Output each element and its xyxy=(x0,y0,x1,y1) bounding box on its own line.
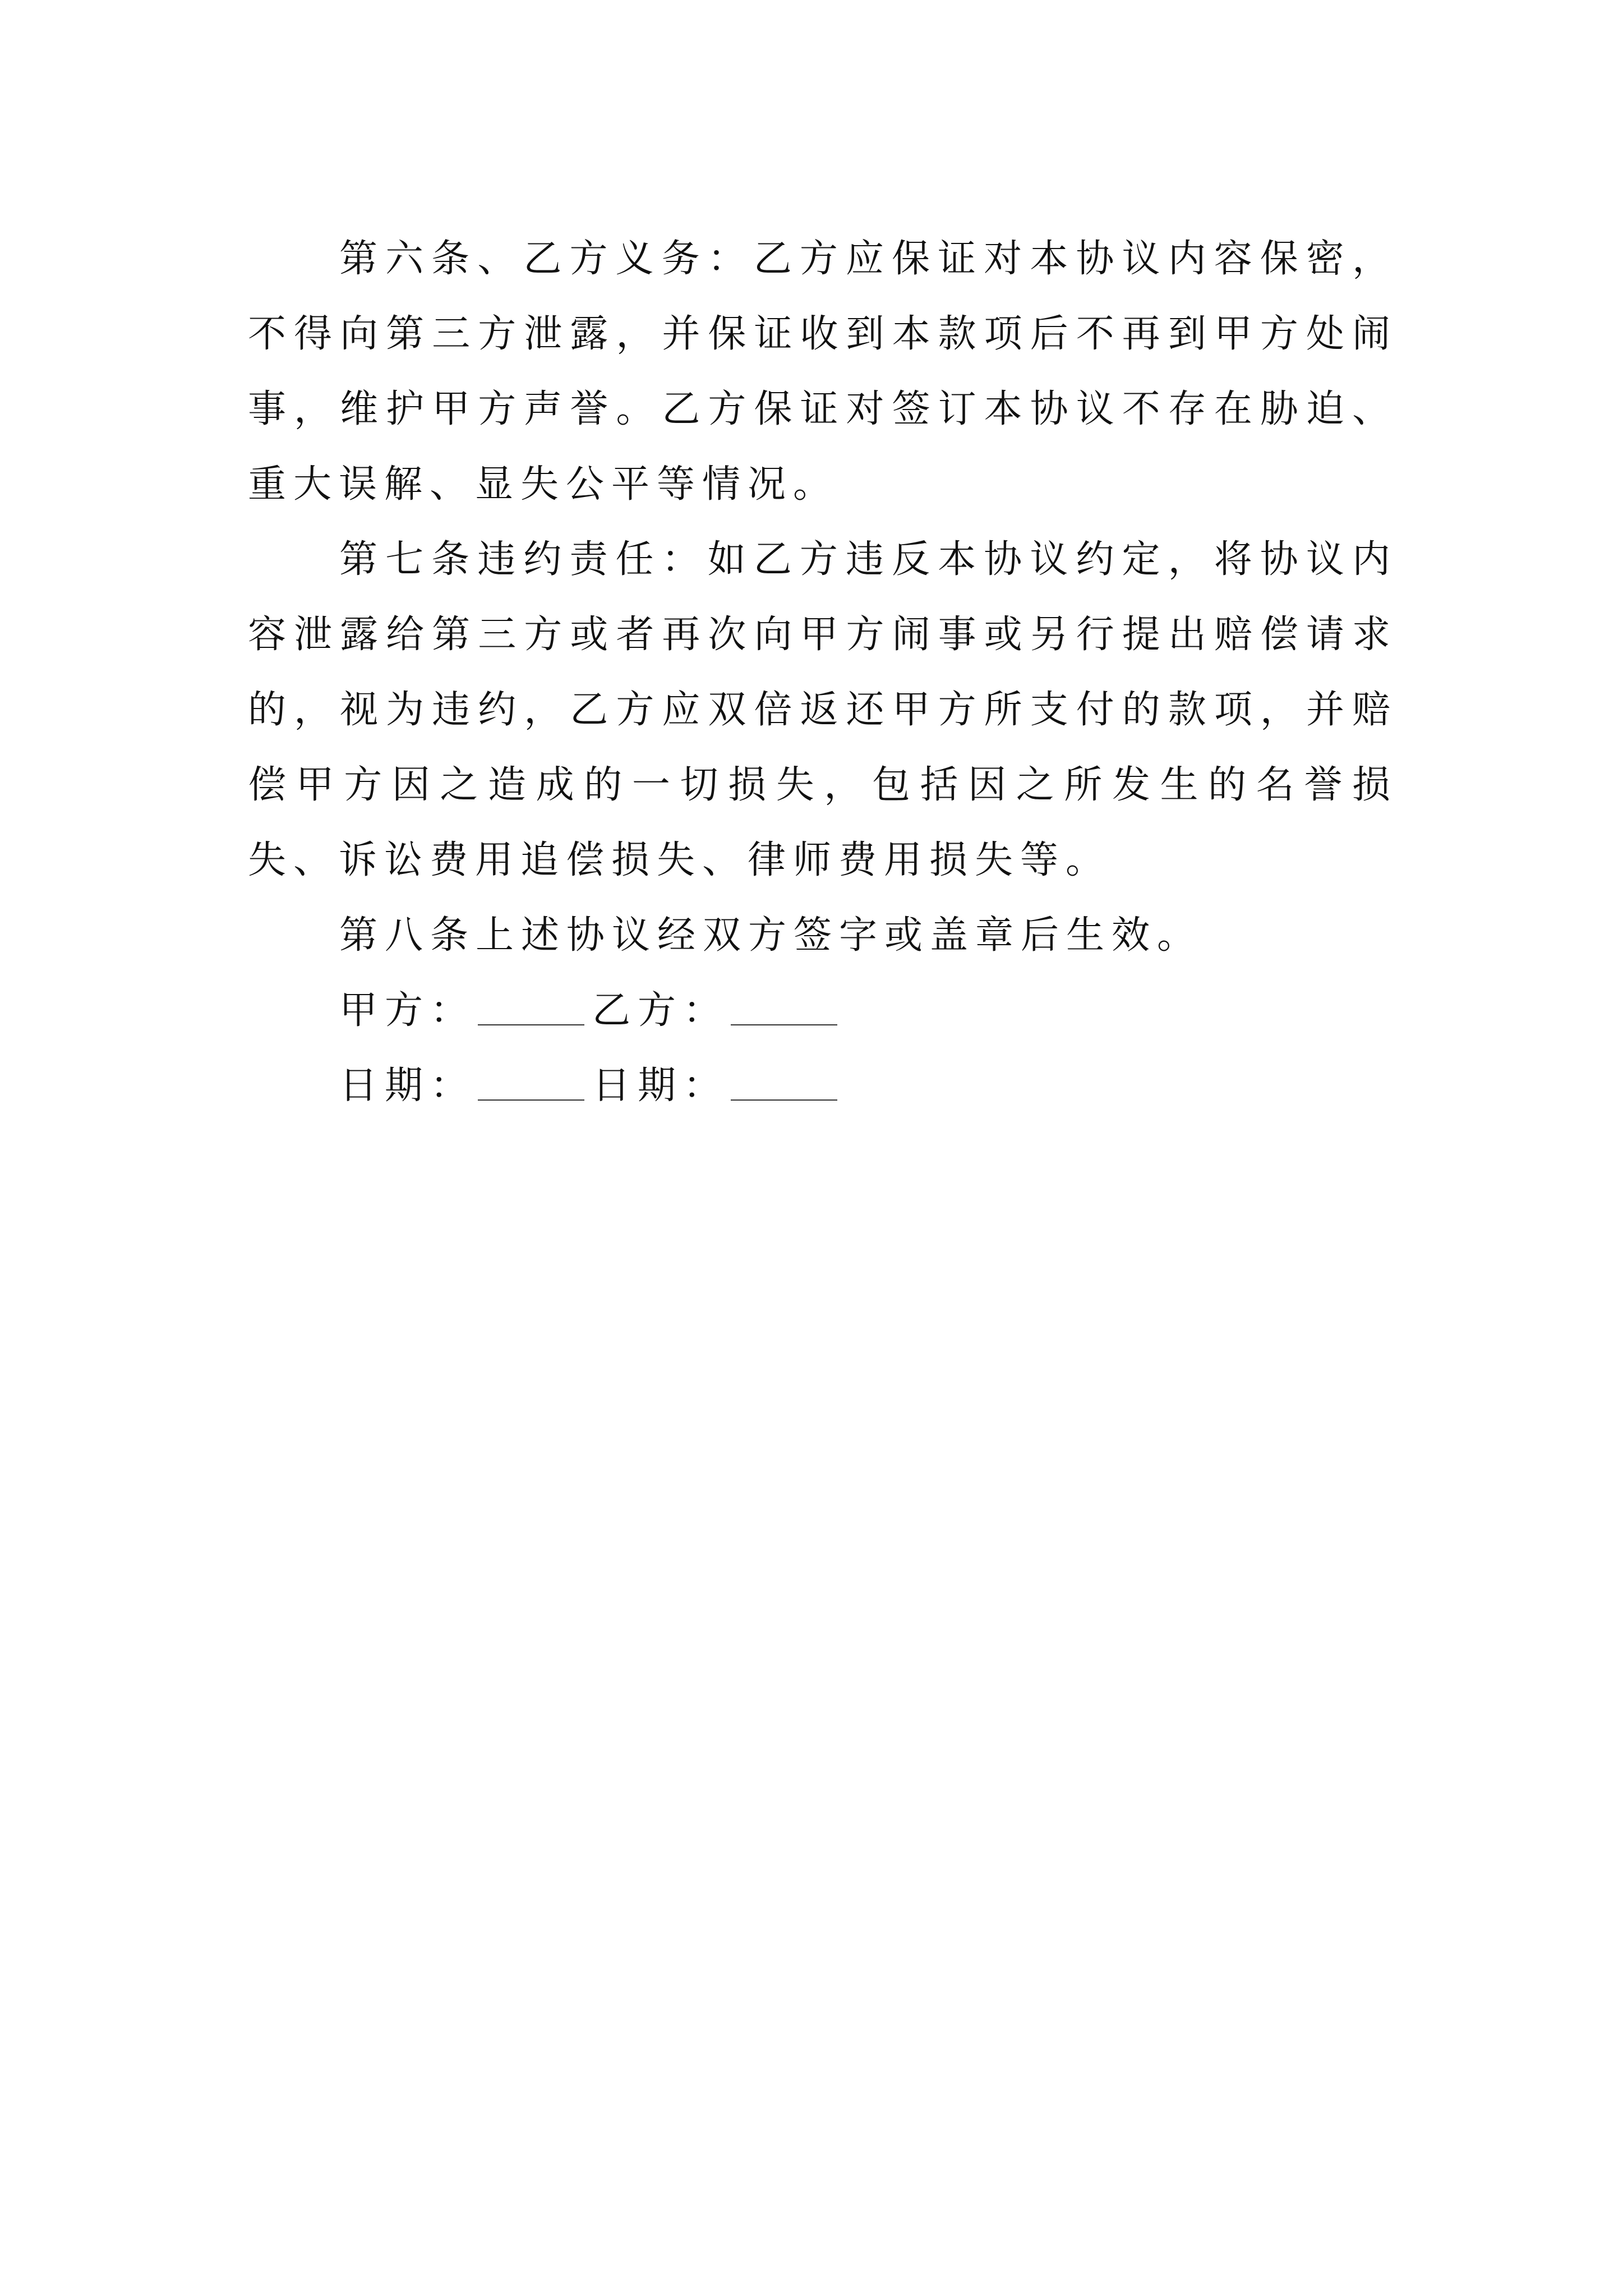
signature-row xyxy=(248,973,1398,1048)
article-7-paragraph: 第七条违约责任：如乙方违反本协议约定，将协议内容泄露给第三方或者再次向甲方闹事或另行提出赔偿请求的，视为违约，乙方应双倍返还甲方所支付的款项，并赔偿甲方因之造成的一切损失，包括因之所发生的名誉损失、诉讼费用追偿损失、律师费用损失等。 xyxy=(248,537,1398,882)
date-b-label: 日期： xyxy=(592,1064,729,1108)
article-6-paragraph: 第六条、乙方义务：乙方应保证对本协议内容保密，不得向第三方泄露，并保证收到本款项后不再到甲方处闹事，维护甲方声誉。乙方保证对签订本协议不存在胁迫、重大误解、显失公平等情况。 xyxy=(248,237,1398,507)
date-row xyxy=(248,1048,1398,1124)
article-8-paragraph: 第八条上述协议经双方签字或盖章后生效。 xyxy=(339,913,1203,958)
date-a-blank xyxy=(478,1099,584,1101)
date-b-blank xyxy=(731,1099,837,1101)
date-a-label: 日期： xyxy=(339,1064,476,1108)
party-b-signature-blank xyxy=(731,1024,837,1025)
party-a-label: 甲方： xyxy=(339,988,476,1033)
document-body xyxy=(248,222,1398,1124)
party-a-signature-blank xyxy=(478,1024,584,1025)
party-b-label: 乙方： xyxy=(592,988,729,1033)
